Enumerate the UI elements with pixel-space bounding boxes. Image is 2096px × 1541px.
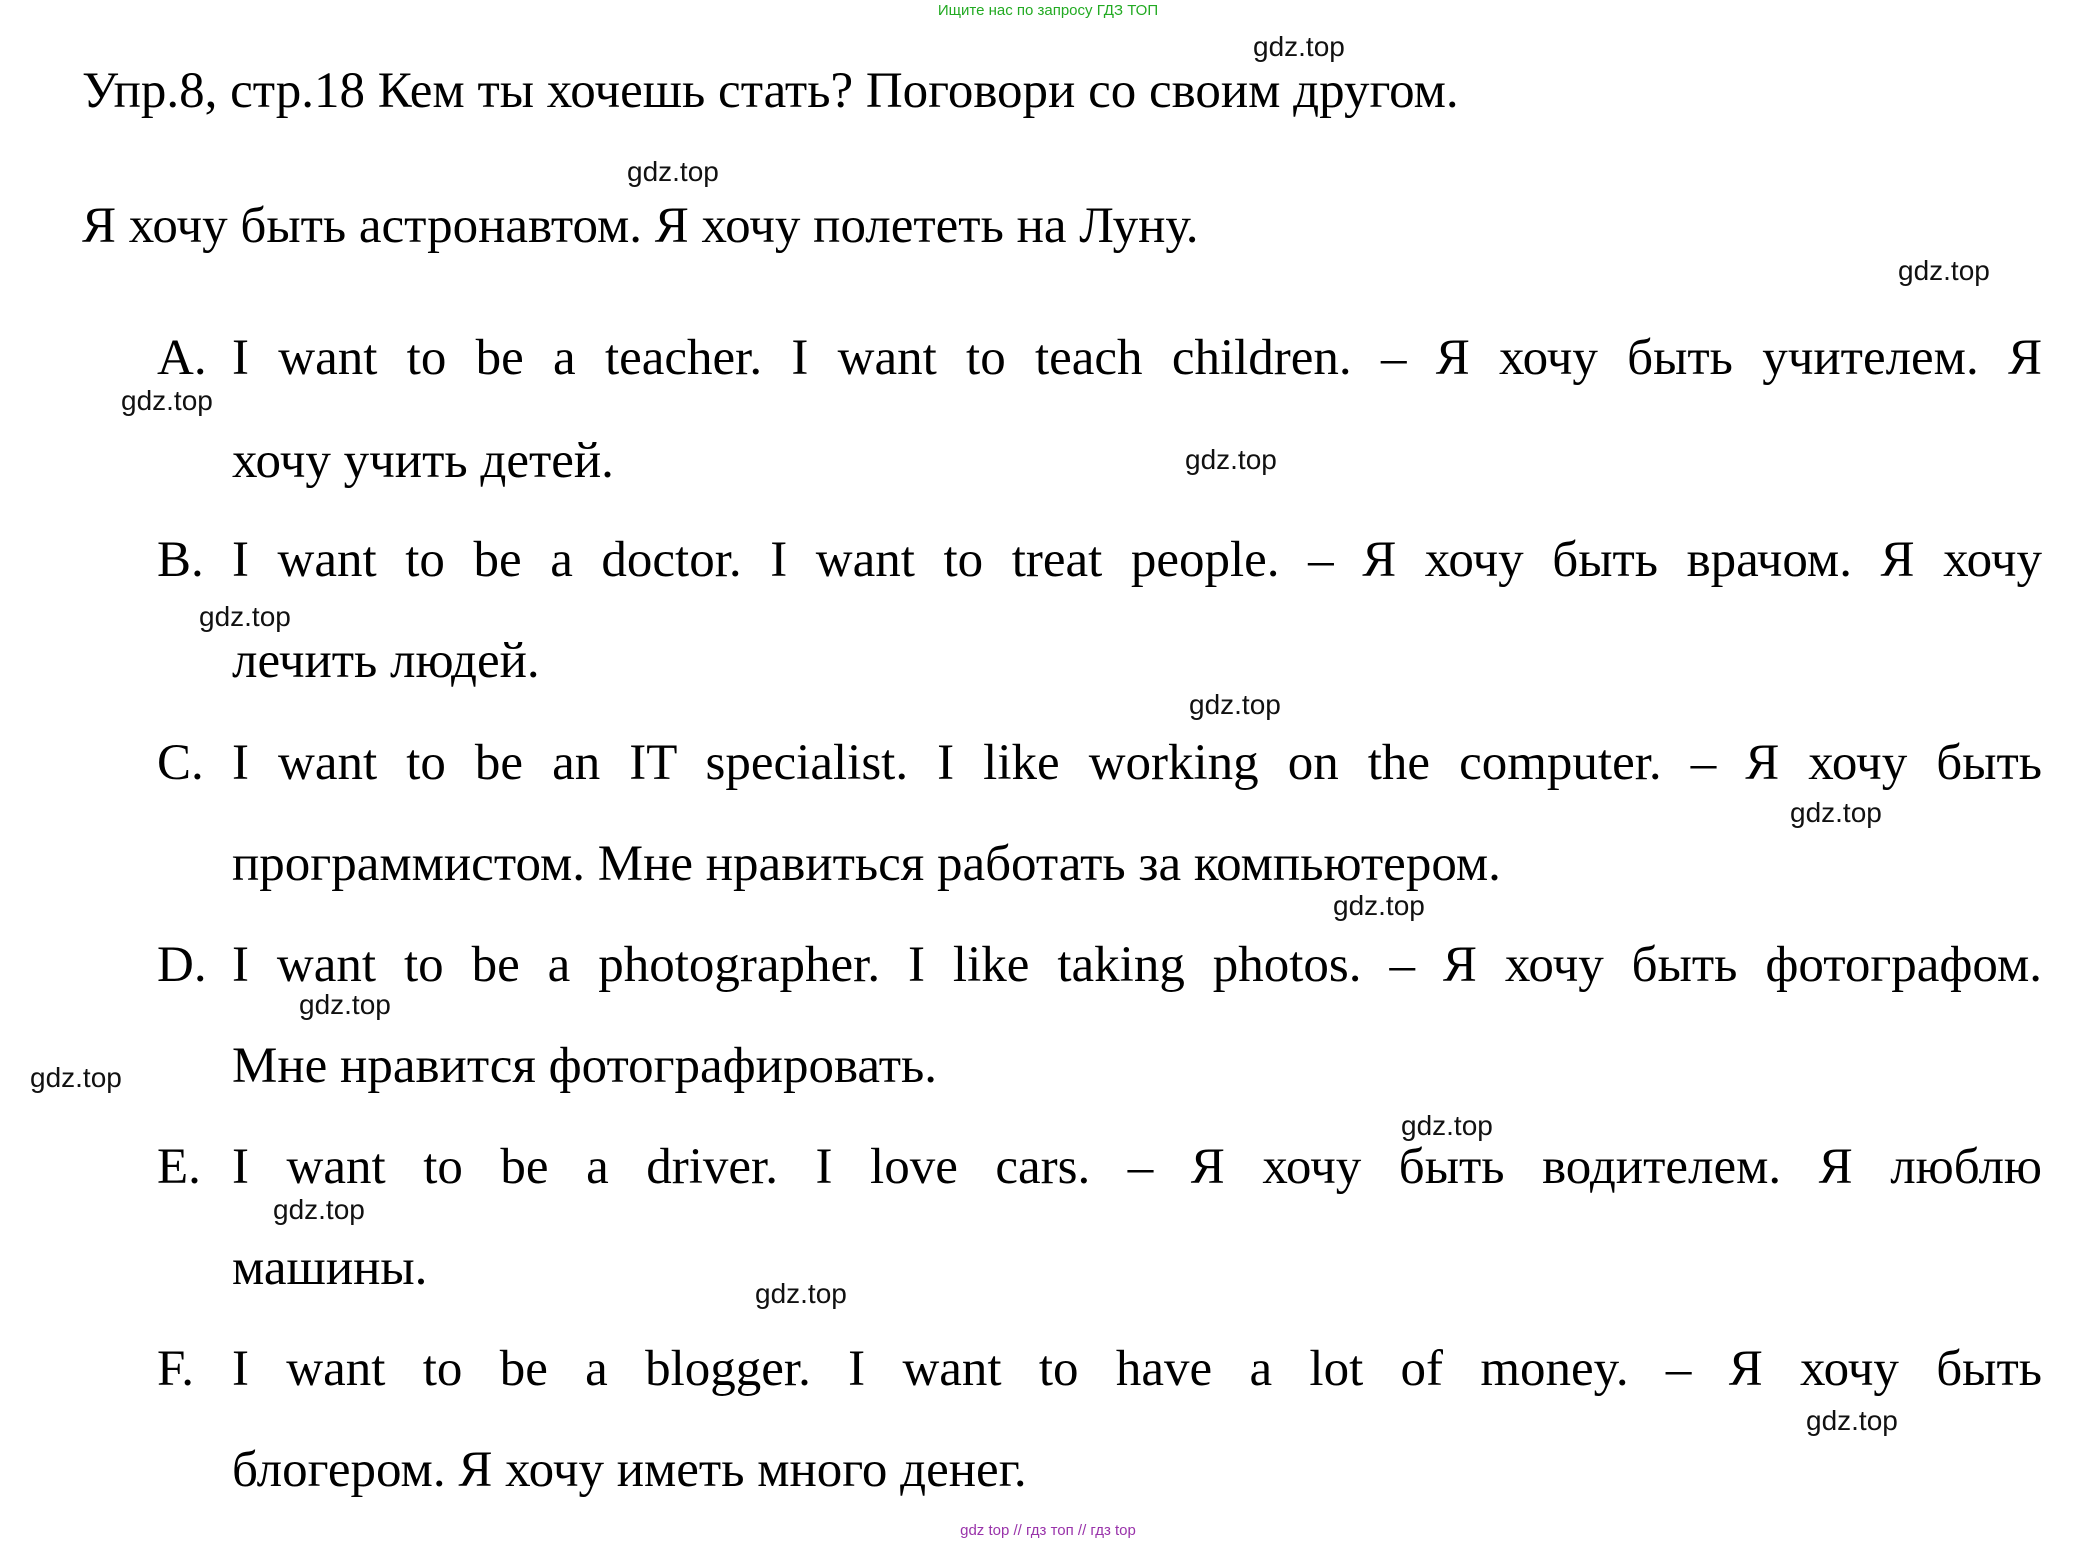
item-d-line2: Мне нравится фотографировать. <box>232 1038 937 1094</box>
item-f-line1: I want to be a blogger. I want to have a lot of money. – Я хочу быть <box>232 1341 2042 1397</box>
item-c-line1: I want to be an IT specialist. I like working on the computer. – Я хочу быть <box>232 735 2042 791</box>
watermark: gdz.top <box>1790 797 1882 828</box>
item-a-letter: A. <box>157 330 207 386</box>
footer-links: gdz top // гдз топ // гдз top <box>960 1522 1136 1539</box>
item-b-letter: B. <box>157 532 204 588</box>
top-banner: Ищите нас по запросу ГДЗ ТОП <box>937 2 1159 19</box>
watermark: gdz.top <box>1189 689 1281 720</box>
watermark: gdz.top <box>199 601 291 632</box>
watermark: gdz.top <box>30 1062 122 1093</box>
watermark: gdz.top <box>1185 444 1277 475</box>
item-d-letter: D. <box>157 937 207 993</box>
watermark: gdz.top <box>627 156 719 187</box>
watermark: gdz.top <box>121 385 213 416</box>
watermark: gdz.top <box>1333 890 1425 921</box>
item-a-line1: I want to be a teacher. I want to teach children. – Я хочу быть учителем. Я <box>232 330 2042 386</box>
item-f-letter: F. <box>157 1341 195 1397</box>
example-sentence: Я хочу быть астронавтом. Я хочу полететь на Луну. <box>82 198 1199 254</box>
item-b-line2: лечить людей. <box>232 633 540 689</box>
watermark: gdz.top <box>1898 255 1990 286</box>
item-e-letter: E. <box>157 1139 201 1195</box>
item-e-line2: машины. <box>232 1240 428 1296</box>
watermark: gdz.top <box>1401 1110 1493 1141</box>
item-b-line1: I want to be a doctor. I want to treat people. – Я хочу быть врачом. Я хочу <box>232 532 2042 588</box>
watermark: gdz.top <box>273 1194 365 1225</box>
item-c-line2: программистом. Мне нравиться работать за компьютером. <box>232 836 1501 892</box>
item-c-letter: C. <box>157 735 204 791</box>
watermark: gdz.top <box>299 989 391 1020</box>
watermark: gdz.top <box>755 1278 847 1309</box>
exercise-heading: Упр.8, стр.18 Кем ты хочешь стать? Поговори со своим другом. <box>82 63 1459 119</box>
item-e-line1: I want to be a driver. I love cars. – Я хочу быть водителем. Я люблю <box>232 1139 2042 1195</box>
item-f-line2: блогером. Я хочу иметь много денег. <box>232 1442 1027 1498</box>
item-d-line1: I want to be a photographer. I like taking photos. – Я хочу быть фотографом. <box>232 937 2042 993</box>
watermark: gdz.top <box>1806 1405 1898 1436</box>
item-a-line2: хочу учить детей. <box>232 433 614 489</box>
watermark: gdz.top <box>1253 31 1345 62</box>
